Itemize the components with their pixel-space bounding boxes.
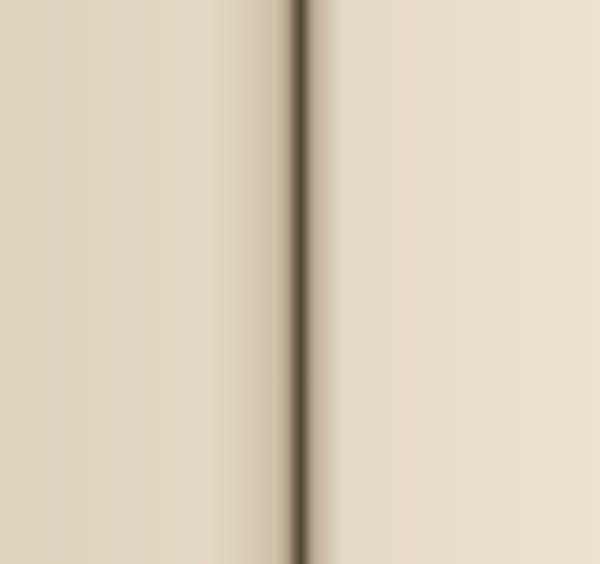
right-page — [300, 0, 600, 564]
right-page-body — [314, 40, 592, 41]
left-page-body — [6, 0, 288, 2]
